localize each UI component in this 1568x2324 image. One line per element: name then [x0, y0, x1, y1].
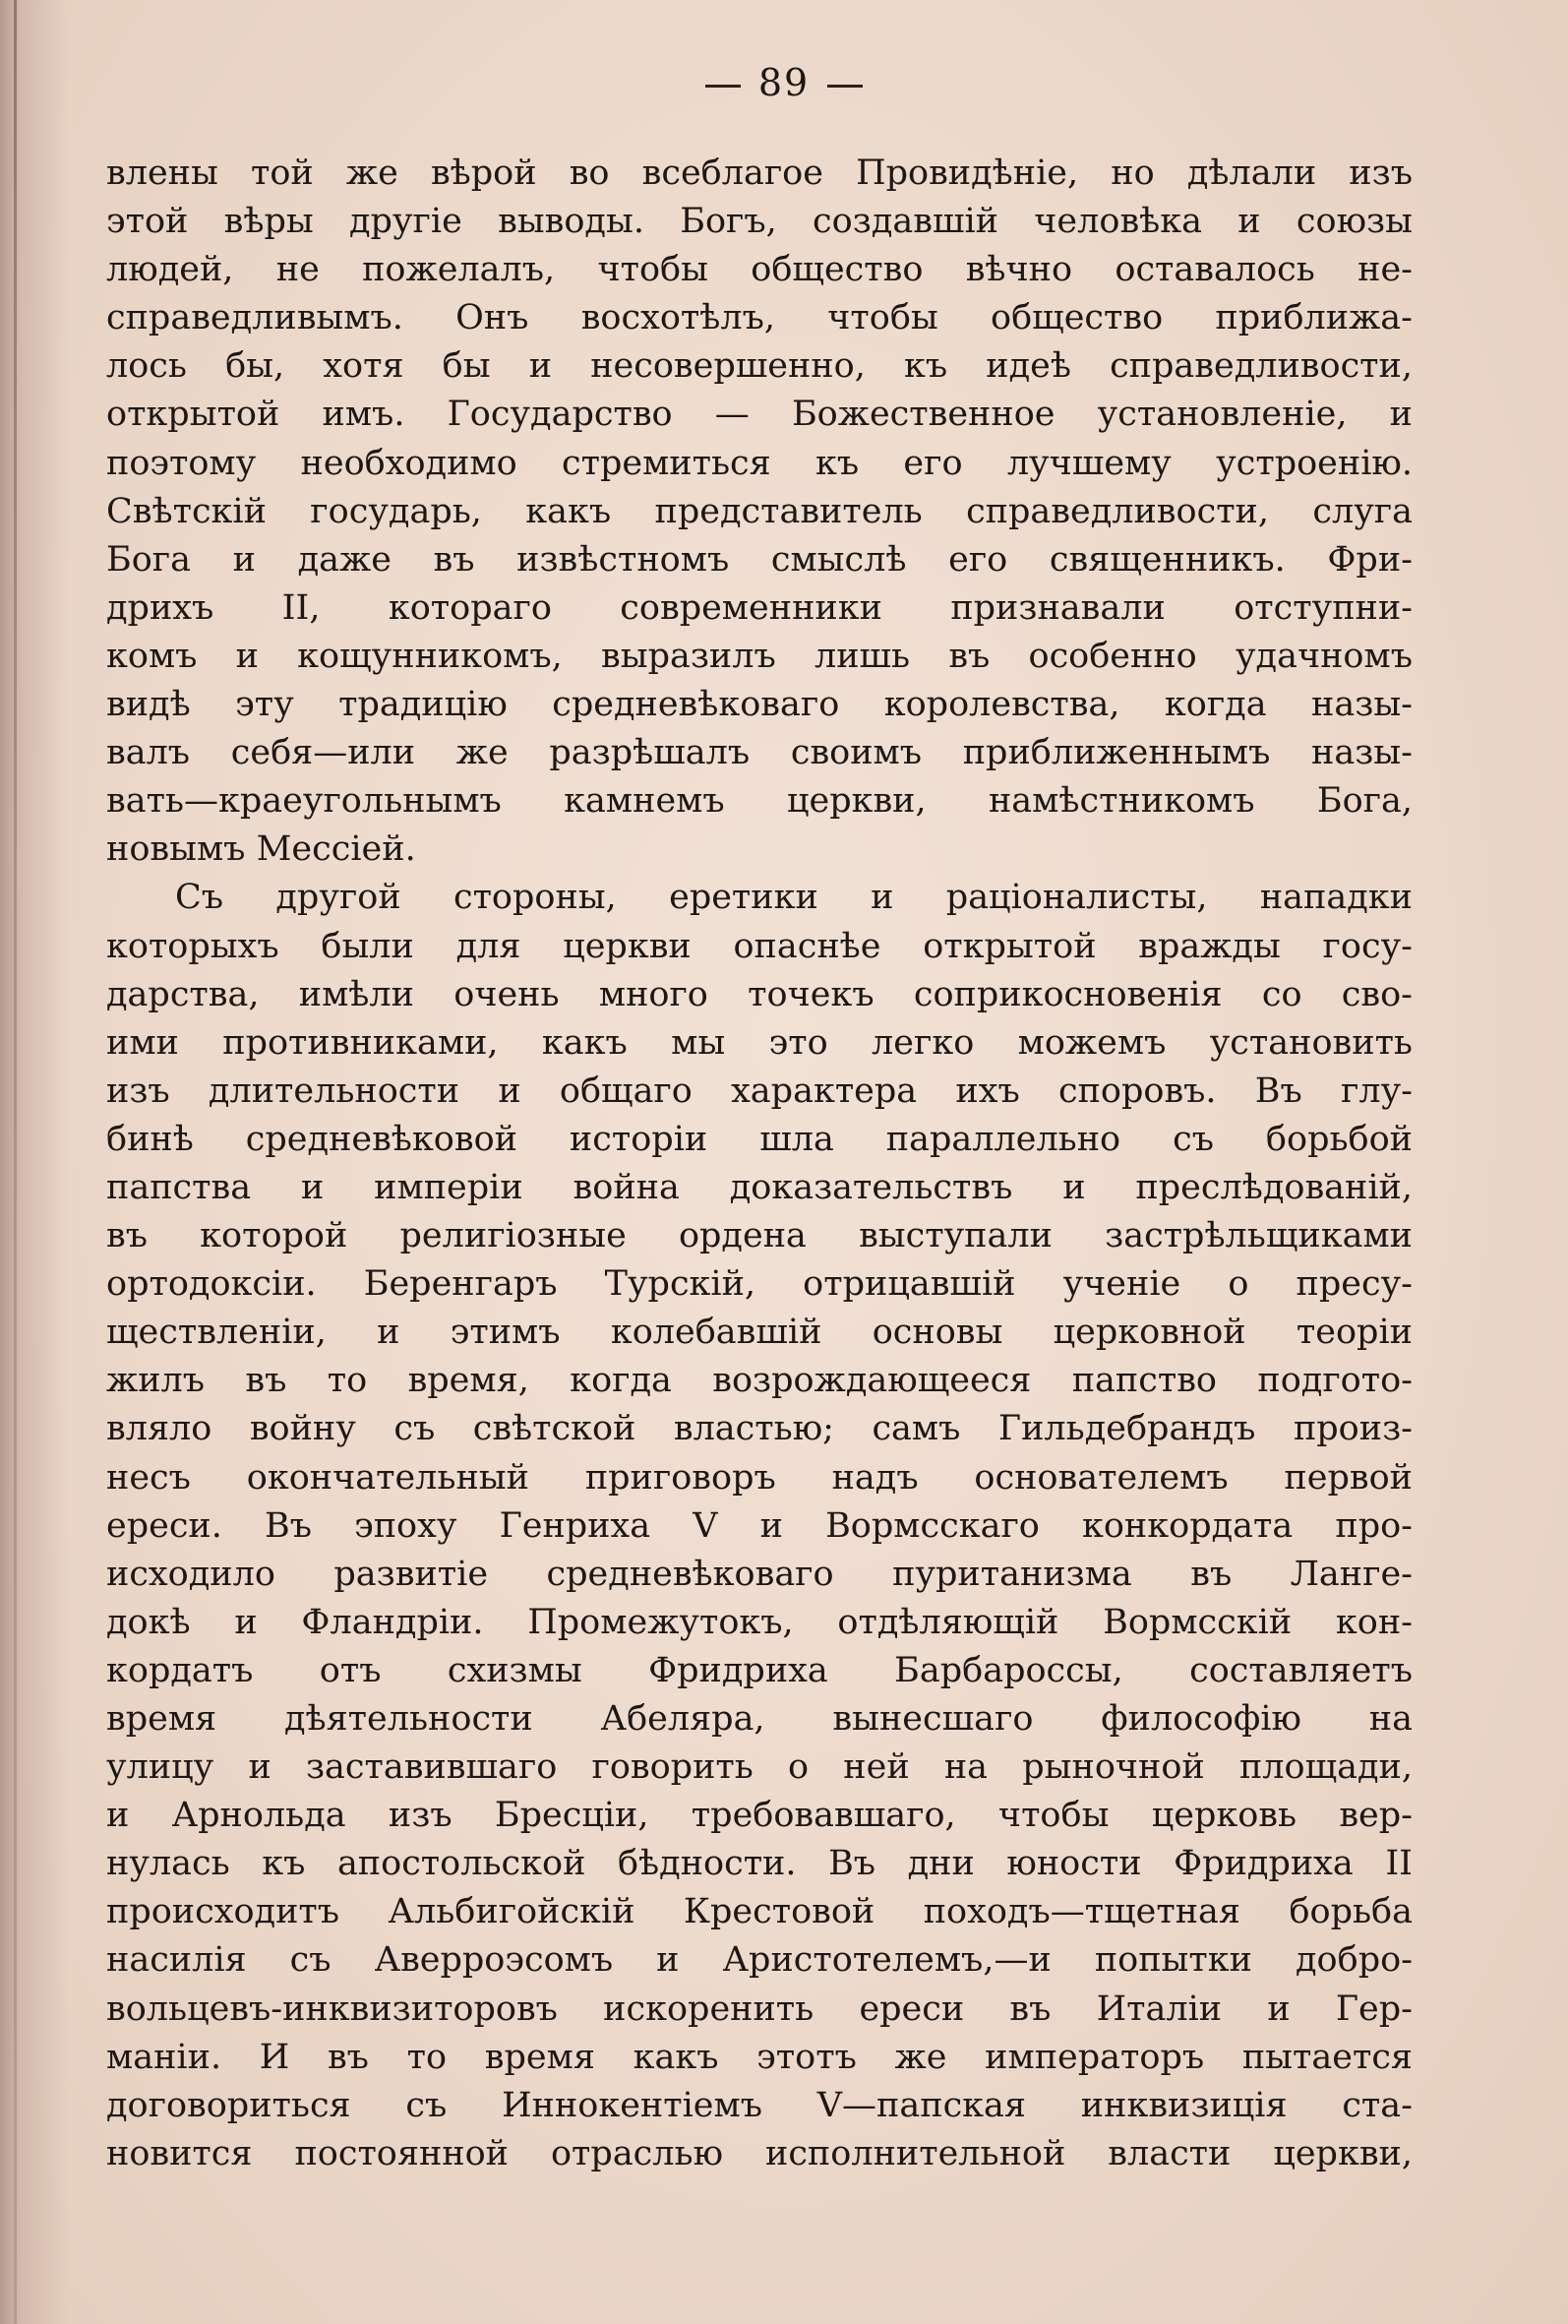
text-line: людей, не пожелалъ, чтобы общество вѣчно оставалось не-	[106, 250, 1413, 290]
text-line: дрихъ II, котораго современники признавали отступни-	[106, 587, 1413, 628]
text-line: въ которой религіозные ордена выступали застрѣльщиками	[106, 1216, 1413, 1256]
text-line: поэтому необходимо стремиться къ его лучшему устроенію.	[106, 443, 1413, 483]
text-line: ими противниками, какъ мы это легко можемъ установить	[106, 1022, 1413, 1063]
text-line: этой вѣры другіе выводы. Богъ, создавшій человѣка и союзы	[106, 202, 1413, 242]
text-line: видѣ эту традицію средневѣковаго королевства, когда назы-	[106, 685, 1413, 725]
text-line: Бога и даже въ извѣстномъ смыслѣ его священникъ. Фри-	[106, 539, 1413, 580]
body-text	[106, 150, 1413, 2178]
text-line: которыхъ были для церкви опаснѣе открытой вражды госу-	[106, 926, 1413, 966]
text-line: несъ окончательный приговоръ надъ основателемъ первой	[106, 1457, 1413, 1498]
text-line: лось бы, хотя бы и несовершенно, къ идеѣ справедливости,	[106, 346, 1413, 387]
text-line: нулась къ апостольской бѣдности. Въ дни юности Фридриха II	[106, 1844, 1413, 1884]
text-line: валъ себя—или же разрѣшалъ своимъ приближеннымъ назы-	[106, 733, 1413, 773]
text-line: ортодоксіи. Беренгаръ Турскій, отрицавшій ученіе о пресу-	[106, 1264, 1413, 1305]
text-line: Свѣтскій государь, какъ представитель справедливости, слуга	[106, 491, 1413, 531]
text-line: справедливымъ. Онъ восхотѣлъ, чтобы общество приближа-	[106, 298, 1413, 338]
page-number: 89	[757, 61, 811, 104]
header-dash-right	[827, 85, 863, 88]
text-line: договориться съ Иннокентіемъ V—папская инквизиція ста-	[106, 2085, 1413, 2125]
text-line: вляло войну съ свѣтской властью; самъ Гильдебрандъ произ-	[106, 1409, 1413, 1449]
paragraph-end-line: новымъ Мессіей.	[106, 829, 416, 870]
text-line: влены той же вѣрой во всеблагое Провидѣніе, но дѣлали изъ	[106, 153, 1413, 193]
text-line: и Арнольда изъ Бресціи, требовавшаго, чтобы церковь вер-	[106, 1796, 1413, 1836]
text-line: жилъ въ то время, когда возрождающееся папство подгото-	[106, 1361, 1413, 1401]
text-line: дарства, имѣли очень много точекъ соприкосновенія со сво-	[106, 974, 1413, 1014]
page-header	[0, 61, 1568, 104]
text-line: папства и имперіи война доказательствъ и преслѣдованій,	[106, 1167, 1413, 1207]
text-line: вольцевъ-инквизиторовъ искоренить ереси въ Италіи и Гер-	[106, 1988, 1413, 2029]
text-line: кордатъ отъ схизмы Фридриха Барбароссы, составляетъ	[106, 1650, 1413, 1690]
text-line: изъ длительности и общаго характера ихъ споровъ. Въ глу-	[106, 1070, 1413, 1111]
binding-shadow	[0, 0, 69, 2324]
text-line: маніи. И въ то время какъ этотъ же императоръ пытается	[106, 2037, 1413, 2077]
text-line: ществленіи, и этимъ колебавшій основы церковной теоріи	[106, 1313, 1413, 1353]
header-dash-left	[705, 85, 741, 88]
text-line: новится постоянной отраслью исполнительной власти церкви,	[106, 2133, 1413, 2173]
text-line: комъ и кощунникомъ, выразилъ лишь въ особенно удачномъ	[106, 636, 1413, 676]
text-line: происходитъ Альбигойскій Крестовой походъ—тщетная борьба	[106, 1892, 1413, 1932]
text-line: открытой имъ. Государство — Божественное установленіе, и	[106, 395, 1413, 435]
text-line: ереси. Въ эпоху Генриха V и Вормсскаго конкордата про-	[106, 1505, 1413, 1546]
text-line: бинѣ средневѣковой исторіи шла параллельно съ борьбой	[106, 1119, 1413, 1159]
binding-edge	[14, 0, 17, 2324]
text-line: исходило развитіе средневѣковаго пуританизма въ Ланге-	[106, 1554, 1413, 1594]
text-line: насилія съ Аверроэсомъ и Аристотелемъ,—и попытки добро-	[106, 1940, 1413, 1981]
text-line: вать—краеугольнымъ камнемъ церкви, намѣстникомъ Бога,	[106, 781, 1413, 822]
text-line: время дѣятельности Абеляра, вынесшаго философію на	[106, 1699, 1413, 1739]
paragraph-start-line: Съ другой стороны, еретики и раціоналисты, нападки	[175, 878, 1413, 918]
text-line: улицу и заставившаго говорить о ней на рыночной площади,	[106, 1747, 1413, 1788]
text-line: докѣ и Фландріи. Промежутокъ, отдѣляющій Вормсскій кон-	[106, 1602, 1413, 1642]
